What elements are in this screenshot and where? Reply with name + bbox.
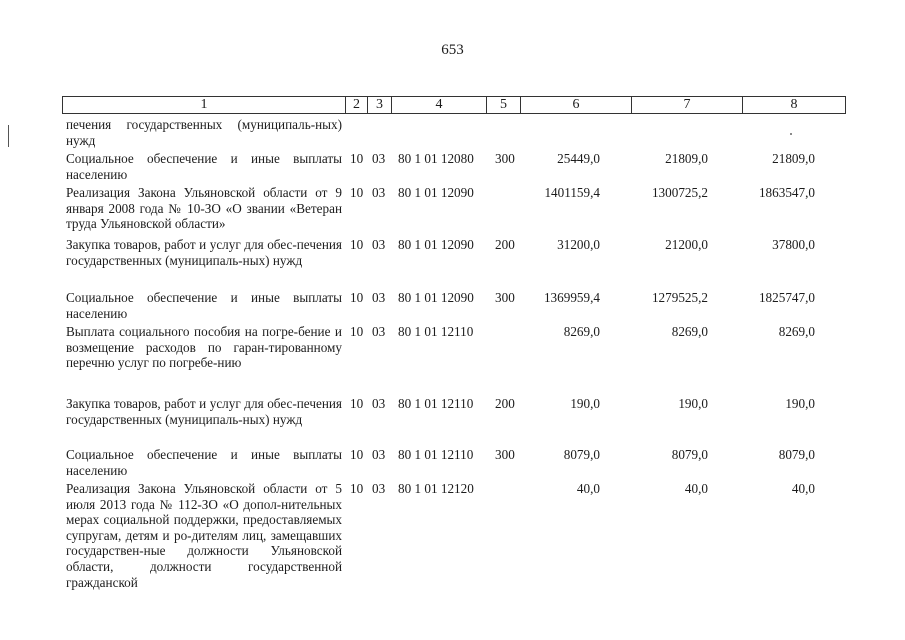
amount-col-7: 8079,0 xyxy=(671,447,708,462)
subsection-code: 03 xyxy=(372,481,386,496)
amount-col-8: 8269,0 xyxy=(778,324,815,339)
amount-col-6: 25449,0 xyxy=(557,151,600,166)
amount-col-7: 21809,0 xyxy=(665,151,708,166)
amount-col-6: 1401159,4 xyxy=(544,185,600,200)
section-code: 10 xyxy=(350,481,364,496)
expense-type-code: 300 xyxy=(495,151,515,166)
amount-col-6: 8079,0 xyxy=(563,447,600,462)
section-code: 10 xyxy=(350,290,364,305)
header-col-4: 4 xyxy=(392,97,487,113)
amount-col-8: 37800,0 xyxy=(772,237,815,252)
target-article-code: 80 1 01 12110 xyxy=(398,396,474,411)
row-description: Выплата социального пособия на погре-бение и возмещение расходов по гаран-тированному перечню услуг по погребе-нию xyxy=(66,324,342,371)
row-description: печения государственных (муниципаль-ных) нужд xyxy=(66,117,342,148)
section-code: 10 xyxy=(350,151,364,166)
amount-col-7: 1300725,2 xyxy=(651,185,708,200)
row-description: Реализация Закона Ульяновской области от 5 июля 2013 года № 112-ЗО «О допол-нительных мерах социальной поддержки, предоставляемых супругам, детям и ро-дителям лиц, замещавших государствен-ные должности Ульяновской области, должности государственной гражданской xyxy=(66,481,342,590)
target-article-code: 80 1 01 12090 xyxy=(398,237,474,252)
row-description: Закупка товаров, работ и услуг для обес-печения государственных (муниципаль-ных) нужд xyxy=(66,396,342,427)
expense-type-code: 300 xyxy=(495,290,515,305)
header-col-8: 8 xyxy=(790,97,798,112)
row-description: Социальное обеспечение и иные выплаты населению xyxy=(66,447,342,478)
amount-col-8: 8079,0 xyxy=(778,447,815,462)
table-header xyxy=(62,96,846,114)
target-article-code: 80 1 01 12080 xyxy=(398,151,474,166)
header-col-6: 6 xyxy=(521,97,632,113)
header-col-3: 3 xyxy=(368,97,392,113)
amount-col-6: 31200,0 xyxy=(557,237,600,252)
header-col-2: 2 xyxy=(346,97,368,113)
row-description: Социальное обеспечение и иные выплаты населению xyxy=(66,151,342,182)
subsection-code: 03 xyxy=(372,324,386,339)
target-article-code: 80 1 01 12090 xyxy=(398,185,474,200)
amount-col-6: 1369959,4 xyxy=(543,290,600,305)
row-description: Социальное обеспечение и иные выплаты населению xyxy=(66,290,342,321)
scan-mark xyxy=(790,133,792,135)
target-article-code: 80 1 01 12110 xyxy=(398,447,474,462)
amount-col-7: 1279525,2 xyxy=(651,290,708,305)
amount-col-8: 190,0 xyxy=(785,396,815,411)
amount-col-7: 190,0 xyxy=(678,396,708,411)
page-number: 653 xyxy=(441,42,464,58)
expense-type-code: 300 xyxy=(495,447,515,462)
amount-col-6: 190,0 xyxy=(570,396,600,411)
amount-col-6: 40,0 xyxy=(576,481,600,496)
subsection-code: 03 xyxy=(372,185,386,200)
amount-col-8: 40,0 xyxy=(791,481,815,496)
expense-type-code: 200 xyxy=(495,237,515,252)
amount-col-8: 1825747,0 xyxy=(758,290,815,305)
amount-col-8: 21809,0 xyxy=(772,151,815,166)
scan-mark xyxy=(8,125,9,147)
target-article-code: 80 1 01 12120 xyxy=(398,481,474,496)
row-description: Закупка товаров, работ и услуг для обес-печения государственных (муниципаль-ных) нужд xyxy=(66,237,342,268)
subsection-code: 03 xyxy=(372,151,386,166)
expense-type-code: 200 xyxy=(495,396,515,411)
section-code: 10 xyxy=(350,185,364,200)
section-code: 10 xyxy=(350,447,364,462)
subsection-code: 03 xyxy=(372,290,386,305)
section-code: 10 xyxy=(350,237,364,252)
header-col-7: 7 xyxy=(632,97,743,113)
subsection-code: 03 xyxy=(372,237,386,252)
subsection-code: 03 xyxy=(372,447,386,462)
amount-col-7: 8269,0 xyxy=(671,324,708,339)
amount-col-7: 40,0 xyxy=(684,481,708,496)
row-description: Реализация Закона Ульяновской области от 9 января 2008 года № 10-ЗО «О звании «Ветеран труда Ульяновской области» xyxy=(66,185,342,232)
target-article-code: 80 1 01 12110 xyxy=(398,324,474,339)
target-article-code: 80 1 01 12090 xyxy=(398,290,474,305)
section-code: 10 xyxy=(350,324,364,339)
header-col-1: 1 xyxy=(63,97,346,113)
amount-col-6: 8269,0 xyxy=(563,324,600,339)
header-col-5: 5 xyxy=(487,97,521,113)
amount-col-7: 21200,0 xyxy=(665,237,708,252)
section-code: 10 xyxy=(350,396,364,411)
subsection-code: 03 xyxy=(372,396,386,411)
amount-col-8: 1863547,0 xyxy=(758,185,815,200)
